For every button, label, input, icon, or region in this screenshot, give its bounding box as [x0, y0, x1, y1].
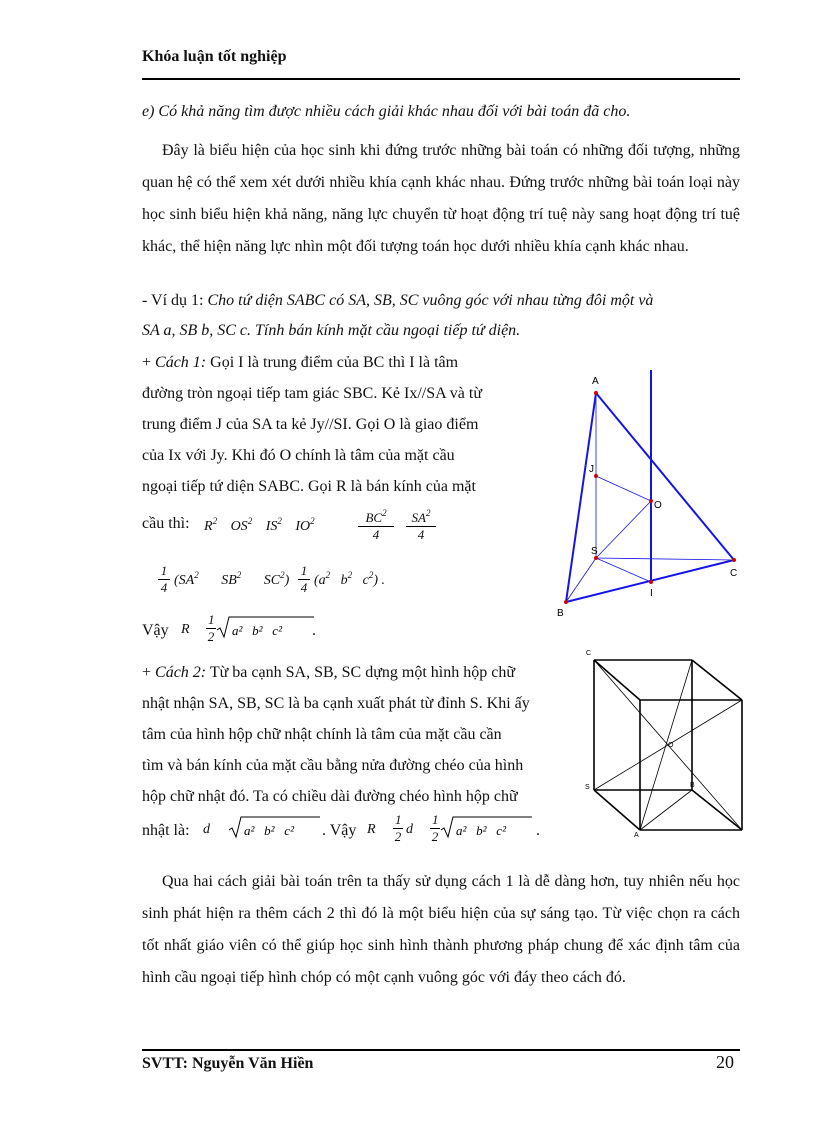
method1-line-4: ngoại tiếp tứ diện SABC. Gọi R là bán kính của mặt: [142, 478, 476, 495]
fraction-half-3: $\frac{1}{2}$: [431, 812, 439, 844]
method2-mid: . Vậy: [322, 822, 357, 839]
fraction-half-1: $\frac{1}{2}$: [207, 612, 215, 644]
svg-text:a² b² c²: a² b² c²: [244, 823, 294, 838]
edge-ac: [596, 393, 734, 560]
example-line-2: SA a, SB b, SC c. Tính bán kính mặt cầu ngoại tiếp tứ diện.: [142, 322, 521, 339]
box-label-b: B: [690, 782, 695, 789]
method1-line-0: + Cách 1: Gọi I là trung điểm của BC thì I là tâm: [142, 354, 459, 371]
formula-2: ($SA^2$ $SB^2$ $SC^2$): [174, 570, 290, 588]
method2-line-2: tâm của hình hộp chữ nhật chính là tâm của mặt cầu cần: [142, 726, 502, 743]
label-a: A: [592, 376, 599, 387]
page-number: 20: [716, 1052, 734, 1072]
label-i: I: [650, 588, 653, 599]
box-label-c: C: [586, 650, 592, 657]
fraction-quarter-2: $\frac{1}{4}$: [298, 563, 310, 596]
sqrt-abc-2: [228, 815, 324, 841]
example-line-1: [142, 292, 653, 310]
label-j: J: [589, 464, 594, 475]
label-c: C: [730, 568, 738, 579]
conclusion-r: R: [181, 622, 190, 637]
label-b: B: [557, 608, 564, 619]
label-o: O: [654, 500, 662, 511]
sqrt-abc-1: [216, 615, 316, 641]
method2-label: Cách 2:: [155, 664, 207, 681]
method2-line-3: tìm và bán kính của mặt cầu bằng nửa đường chéo của hình: [142, 757, 524, 774]
method2-r: R: [367, 822, 376, 837]
method1-text-0: Gọi I là trung điểm của BC thì I là tâm: [210, 354, 459, 371]
svg-text:a² b² c²: a² b² c²: [456, 823, 506, 838]
edge-ab: [566, 393, 596, 602]
method1-label: Cách 1:: [155, 354, 207, 371]
method2-line-1: nhật nhận SA, SB, SC là ba cạnh xuất phát từ đỉnh S. Khi ấy: [142, 695, 530, 712]
method1-line-1: đường tròn ngoại tiếp tam giác SBC. Kẻ Ix//SA và từ: [142, 385, 482, 402]
box-label-s: S: [585, 784, 590, 791]
method1-line-3: của Ix với Jy. Khi đó O chính là tâm của mặt cầu: [142, 447, 455, 464]
formula-prefix: cầu thì:: [142, 515, 190, 532]
box-label-o: O: [668, 742, 674, 749]
method2-last-prefix: nhật là:: [142, 822, 190, 839]
fraction-bc-over-4: $\frac{BC^2}{4}$: [358, 505, 394, 543]
method1-line-2: trung điểm J của SA ta kẻ Jy//SI. Gọi O là giao điểm: [142, 416, 479, 433]
closing-paragraph: Qua hai cách giải bài toán trên ta thấy sử dụng cách 1 là dễ dàng hơn, tuy nhiên nếu học sinh phát hiện ra thêm cách 2 thì đó là một biểu hiện của sự sáng tạo. Từ việc chọn ra cách tốt nhất giáo viên có thể giúp học sinh hình thành phương pháp chung để xác định tâm của hình cầu ngoại tiếp hình chóp có một cạnh vuông góc với đáy theo cách đó.: [142, 873, 740, 986]
page-header-title: Khóa luận tốt nghiệp: [142, 48, 287, 65]
figure-tetrahedron: [548, 370, 748, 620]
intro-paragraph: Đây là biểu hiện của học sinh khi đứng trước những bài toán có những đối tượng, những quan hệ có thể xem xét dưới nhiều khía cạnh khác nhau. Đứng trước những bài toán loại này học sinh biểu hiện khả năng, năng lực chuyển từ hoạt động trí tuệ này sang hoạt động trí tuệ khác, thể hiện năng lực nhìn một đối tượng toán học dưới nhiều khía cạnh khác nhau.: [142, 142, 740, 255]
box-label-a: A: [634, 832, 639, 839]
formula-1: $R^2$ $OS^2$ $IS^2$ $IO^2$: [204, 516, 315, 534]
method2-line-4: hộp chữ nhật đó. Ta có chiều dài đường chéo hình hộp chữ: [142, 788, 518, 805]
svg-text:a² b² c²: a² b² c²: [232, 623, 282, 638]
example-text: Cho tứ diện SABC có SA, SB, SC vuông góc với nhau từng đôi một và: [207, 292, 654, 309]
example-prefix: - Ví dụ 1:: [142, 292, 208, 309]
fraction-quarter-1: $\frac{1}{4}$: [158, 563, 170, 596]
footer-author: SVTT: Nguyễn Văn Hiền: [142, 1055, 314, 1072]
footer-rule: [142, 1049, 740, 1051]
method2-text-0: Từ ba cạnh SA, SB, SC dựng một hình hộp chữ: [209, 664, 515, 681]
figure-box: [582, 645, 747, 840]
fraction-sa-over-4: $\frac{SA^2}{4}$: [406, 505, 436, 543]
section-e-heading: e) Có khả năng tìm được nhiều cách giải khác nhau đối với bài toán đã cho.: [142, 103, 631, 120]
method2-d: d: [203, 822, 210, 837]
fraction-half-2: $\frac{1}{2}$: [394, 812, 402, 844]
conclusion-prefix: Vậy: [142, 622, 169, 639]
method2-line-0: + Cách 2: Từ ba cạnh SA, SB, SC dựng một hình hộp chữ: [142, 664, 515, 681]
label-s: S: [591, 546, 598, 557]
formula-3: ($a^2$ $b^2$ $c^2$) .: [314, 570, 386, 588]
sqrt-abc-3: [440, 815, 536, 841]
header-rule: [142, 78, 740, 80]
